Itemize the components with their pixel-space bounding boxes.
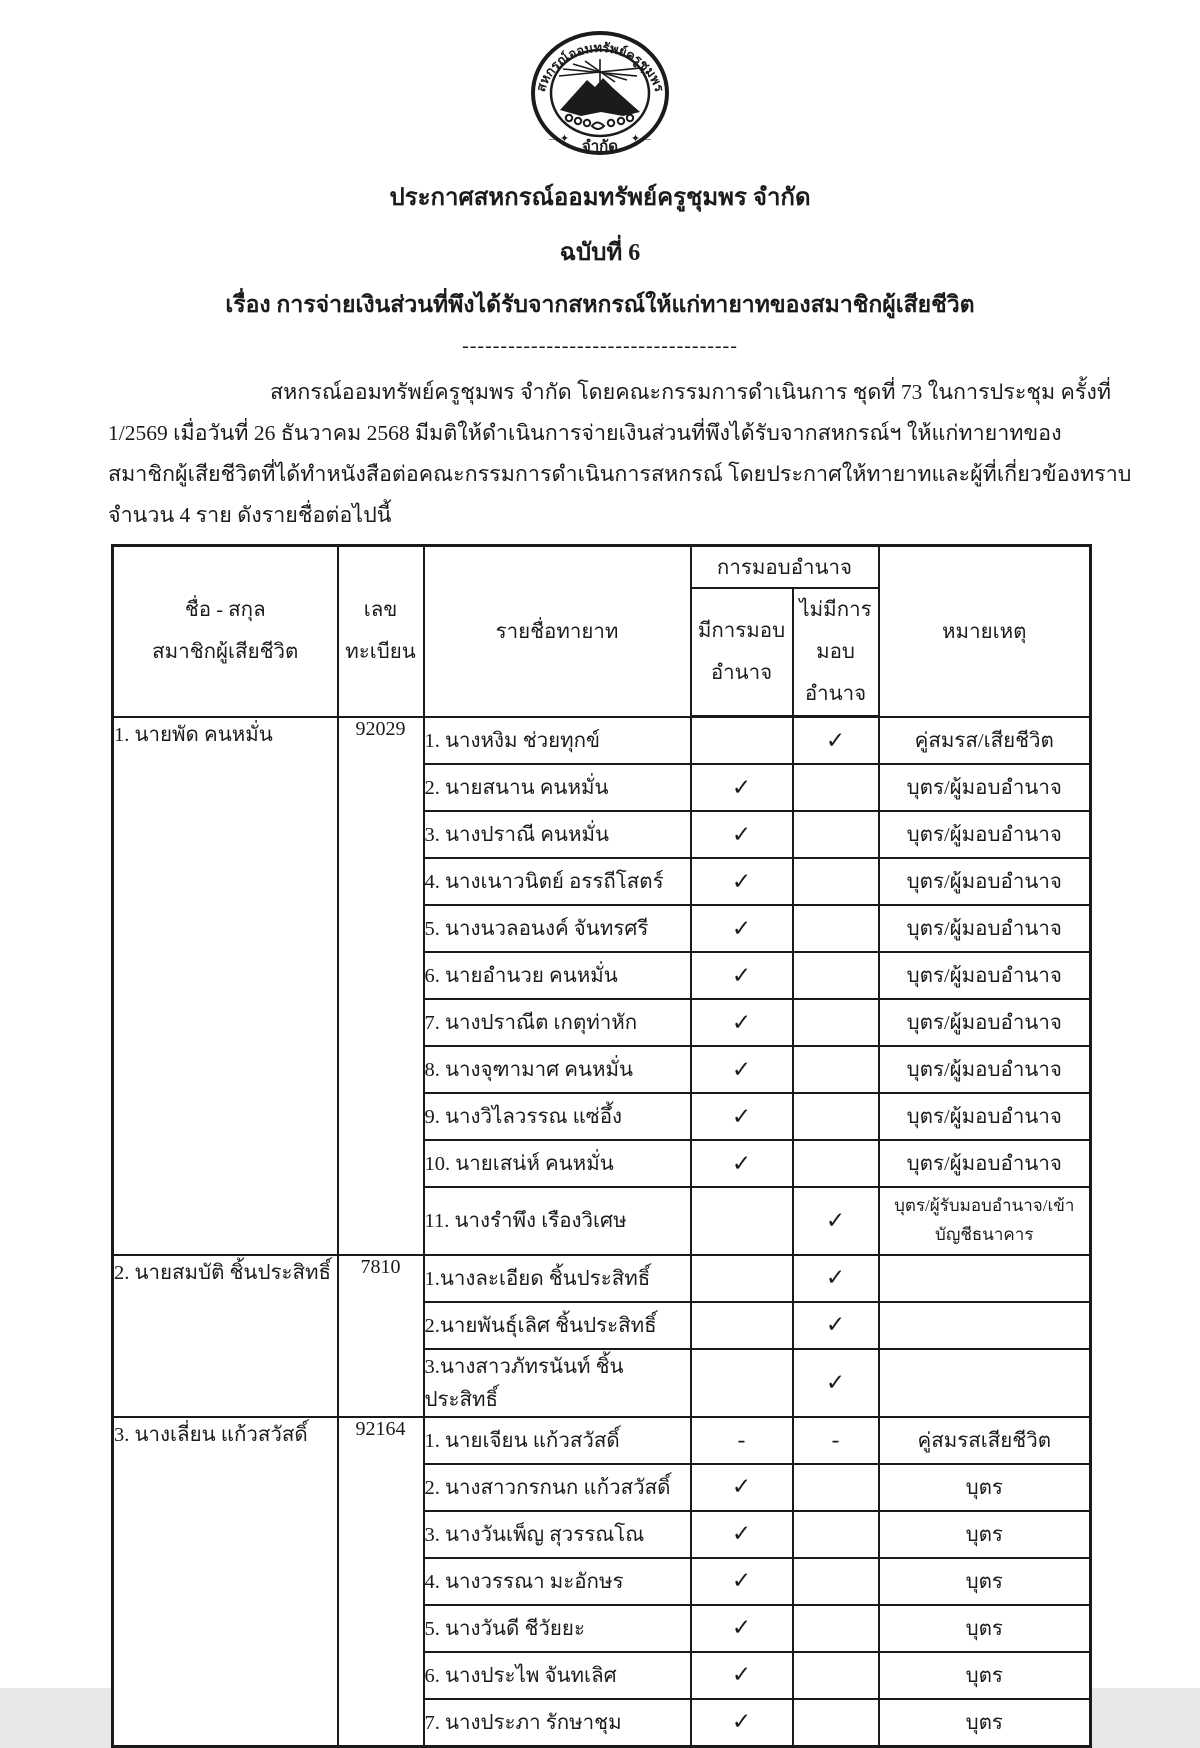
page-title: ประกาศสหกรณ์ออมทรัพย์ครูชุมพร จำกัด xyxy=(389,185,811,211)
remark: บุตร/ผู้มอบอำนาจ xyxy=(879,858,1091,905)
poa-not-granted-mark xyxy=(793,1511,879,1558)
poa-not-granted-mark xyxy=(793,1046,879,1093)
heir-name: 1. นายเจียน แก้วสวัสดิ์ xyxy=(424,1417,691,1464)
poa-not-granted-mark xyxy=(793,999,879,1046)
remark: บุตร xyxy=(879,1558,1091,1605)
remark xyxy=(879,1255,1091,1302)
poa-granted-mark xyxy=(691,1302,793,1349)
poa-granted-mark: ✓ xyxy=(691,1464,793,1511)
poa-not-granted-mark xyxy=(793,1652,879,1699)
member-registration-number: 92029 xyxy=(338,717,424,1255)
remark: บุตร/ผู้มอบอำนาจ xyxy=(879,1046,1091,1093)
header-line: อำนาจ xyxy=(710,662,773,685)
poa-not-granted-mark xyxy=(793,811,879,858)
body-line: สมาชิกผู้เสียชีวิตที่ได้ทำหนังสือต่อคณะกรรมการดำเนินการสหกรณ์ โดยประกาศให้ทายาทและผู้ที่เกี่ยวข้องทราบ xyxy=(108,462,1132,486)
remark: บุตร/ผู้มอบอำนาจ xyxy=(879,905,1091,952)
poa-not-granted-mark xyxy=(793,858,879,905)
header-poa-granted xyxy=(691,588,793,717)
poa-not-granted-mark: ✓ xyxy=(793,717,879,765)
heir-name: 2. นางสาวกรกนก แก้วสวัสดิ์ xyxy=(424,1464,691,1511)
poa-granted-mark: ✓ xyxy=(691,858,793,905)
poa-not-granted-mark xyxy=(793,1558,879,1605)
poa-granted-mark: ✓ xyxy=(691,952,793,999)
poa-not-granted-mark xyxy=(793,952,879,999)
heir-name: 9. นางวิไลวรรณ แซ่อึ้ง xyxy=(424,1093,691,1140)
body-line: 1/2569 เมื่อวันที่ 26 ธันวาคม 2568 มีมติให้ดำเนินการจ่ายเงินส่วนที่พึงได้รับจากสหกรณ์ฯ ให้แก่ทายาทของ xyxy=(108,421,1062,445)
deceased-member-name: 2. นายสมบัติ ชิ้นประสิทธิ์ xyxy=(113,1255,338,1417)
heirs-table xyxy=(111,544,1092,1748)
header-poa-group: การมอบอำนาจ xyxy=(691,546,879,589)
poa-granted-mark: - xyxy=(691,1417,793,1464)
heir-name: 3.นางสาวภัทรนันท์ ชิ้นประสิทธิ์ xyxy=(424,1349,691,1417)
remark xyxy=(879,1349,1091,1417)
header-line: ทะเบียน xyxy=(345,641,416,664)
header-line: ชื่อ - สกุล xyxy=(184,599,266,622)
remark: บุตร xyxy=(879,1652,1091,1699)
remark: คู่สมรสเสียชีวิต xyxy=(879,1417,1091,1464)
remark: บุตร/ผู้มอบอำนาจ xyxy=(879,999,1091,1046)
poa-not-granted-mark: ✓ xyxy=(793,1187,879,1255)
poa-not-granted-mark xyxy=(793,1464,879,1511)
heir-name: 5. นางนวลอนงค์ จันทรศรี xyxy=(424,905,691,952)
issue-number: ฉบับที่ 6 xyxy=(559,240,641,266)
heir-name: 7. นางปราณีต เกตุท่าหัก xyxy=(424,999,691,1046)
remark: บุตร/ผู้มอบอำนาจ xyxy=(879,764,1091,811)
heir-name: 8. นางจุฑามาศ คนหมั่น xyxy=(424,1046,691,1093)
poa-granted-mark: ✓ xyxy=(691,1093,793,1140)
header-line: เลข xyxy=(363,599,398,622)
heir-name: 2.นายพันธุ์เลิศ ชิ้นประสิทธิ์ xyxy=(424,1302,691,1349)
heir-name: 2. นายสนาน คนหมั่น xyxy=(424,764,691,811)
remark: คู่สมรส/เสียชีวิต xyxy=(879,717,1091,765)
header-line: ไม่มีการ xyxy=(799,599,872,621)
poa-not-granted-mark xyxy=(793,1093,879,1140)
poa-granted-mark xyxy=(691,1187,793,1255)
poa-not-granted-mark: ✓ xyxy=(793,1255,879,1302)
poa-granted-mark xyxy=(691,1349,793,1417)
seal-right-ornament: ✦— xyxy=(630,133,652,145)
header-heir-names: รายชื่อทายาท xyxy=(424,546,691,717)
poa-granted-mark: ✓ xyxy=(691,999,793,1046)
poa-not-granted-mark xyxy=(793,1140,879,1187)
remark: บุตร/ผู้มอบอำนาจ xyxy=(879,1093,1091,1140)
heir-name: 1. นางหงิม ช่วยทุกข์ xyxy=(424,717,691,765)
header-remark: หมายเหตุ xyxy=(879,546,1091,717)
heir-name: 3. นางปราณี คนหมั่น xyxy=(424,811,691,858)
table-row xyxy=(113,717,1091,765)
header-line: มอบ xyxy=(816,641,855,664)
poa-not-granted-mark xyxy=(793,764,879,811)
header-registration xyxy=(338,546,424,717)
remark: บุตร/ผู้รับมอบอำนาจ/เข้า บัญชีธนาคาร xyxy=(879,1187,1091,1255)
subject-line: เรื่อง การจ่ายเงินส่วนที่พึงได้รับจากสหกรณ์ให้แก่ทายาทของสมาชิกผู้เสียชีวิต xyxy=(225,292,975,317)
heir-name: 1.นางละเอียด ชิ้นประสิทธิ์ xyxy=(424,1255,691,1302)
remark: บุตร xyxy=(879,1511,1091,1558)
header-poa-not-granted xyxy=(793,588,879,717)
remark: บุตร xyxy=(879,1605,1091,1652)
table-row xyxy=(113,1255,1091,1302)
poa-granted-mark: ✓ xyxy=(691,1140,793,1187)
remark: บุตร/ผู้มอบอำนาจ xyxy=(879,952,1091,999)
seal-top-text: สหกรณ์ออมทรัพย์ครูชุมพร xyxy=(532,39,668,94)
heir-name: 10. นายเสน่ห์ คนหมั่น xyxy=(424,1140,691,1187)
poa-granted-mark: ✓ xyxy=(691,905,793,952)
remark: บุตร xyxy=(879,1699,1091,1747)
heir-name: 7. นางประภา รักษาชุม xyxy=(424,1699,691,1747)
remark xyxy=(879,1302,1091,1349)
header-line: อำนาจ xyxy=(804,683,867,706)
poa-granted-mark xyxy=(691,717,793,765)
table-row xyxy=(113,1417,1091,1464)
remark: บุตร/ผู้มอบอำนาจ xyxy=(879,1140,1091,1187)
heir-name: 3. นางวันเพ็ญ สุวรรณโณ xyxy=(424,1511,691,1558)
poa-granted-mark: ✓ xyxy=(691,764,793,811)
poa-not-granted-mark xyxy=(793,1605,879,1652)
seal-left-ornament: —✦ xyxy=(548,133,570,145)
header-line: มีการมอบ xyxy=(697,620,786,642)
heir-name: 6. นางประไพ จันทเลิศ xyxy=(424,1652,691,1699)
dashed-divider: ------------------------------------ xyxy=(462,335,738,357)
member-registration-number: 92164 xyxy=(338,1417,424,1747)
poa-granted-mark: ✓ xyxy=(691,1652,793,1699)
heir-name: 4. นางเนาวนิตย์ อรรถีโสตร์ xyxy=(424,858,691,905)
poa-not-granted-mark xyxy=(793,1699,879,1747)
seal-bottom-text: จำกัด xyxy=(581,139,619,155)
poa-granted-mark: ✓ xyxy=(691,1699,793,1747)
heir-name: 11. นางรำพึง เรืองวิเศษ xyxy=(424,1187,691,1255)
poa-granted-mark: ✓ xyxy=(691,811,793,858)
seal-container xyxy=(0,0,1200,163)
poa-not-granted-mark: ✓ xyxy=(793,1349,879,1417)
poa-granted-mark: ✓ xyxy=(691,1558,793,1605)
poa-not-granted-mark: ✓ xyxy=(793,1302,879,1349)
deceased-member-name: 3. นางเลี่ยน แก้วสวัสดิ์ xyxy=(113,1417,338,1747)
heirs-table-body xyxy=(113,717,1091,1747)
body-line: จำนวน 4 ราย ดังรายชื่อต่อไปนี้ xyxy=(108,503,392,527)
poa-granted-mark: ✓ xyxy=(691,1046,793,1093)
poa-not-granted-mark xyxy=(793,905,879,952)
heir-name: 5. นางวันดี ชีวัยยะ xyxy=(424,1605,691,1652)
deceased-member-name: 1. นายพัด คนหมั่น xyxy=(113,717,338,1255)
member-registration-number: 7810 xyxy=(338,1255,424,1417)
header-line: สมาชิกผู้เสียชีวิต xyxy=(152,641,299,664)
header-deceased-name xyxy=(113,546,338,717)
poa-granted-mark: ✓ xyxy=(691,1511,793,1558)
poa-granted-mark xyxy=(691,1255,793,1302)
remark: บุตร/ผู้มอบอำนาจ xyxy=(879,811,1091,858)
remark: บุตร xyxy=(879,1464,1091,1511)
body-line: สหกรณ์ออมทรัพย์ครูชุมพร จำกัด โดยคณะกรรมการดำเนินการ ชุดที่ 73 ในการประชุม ครั้งที่ xyxy=(270,380,1112,404)
poa-not-granted-mark: - xyxy=(793,1417,879,1464)
heir-name: 4. นางวรรณา มะอักษร xyxy=(424,1558,691,1605)
cooperative-seal-icon xyxy=(529,30,671,158)
poa-granted-mark: ✓ xyxy=(691,1605,793,1652)
body-paragraph xyxy=(108,372,1132,536)
heir-name: 6. นายอำนวย คนหมั่น xyxy=(424,952,691,999)
